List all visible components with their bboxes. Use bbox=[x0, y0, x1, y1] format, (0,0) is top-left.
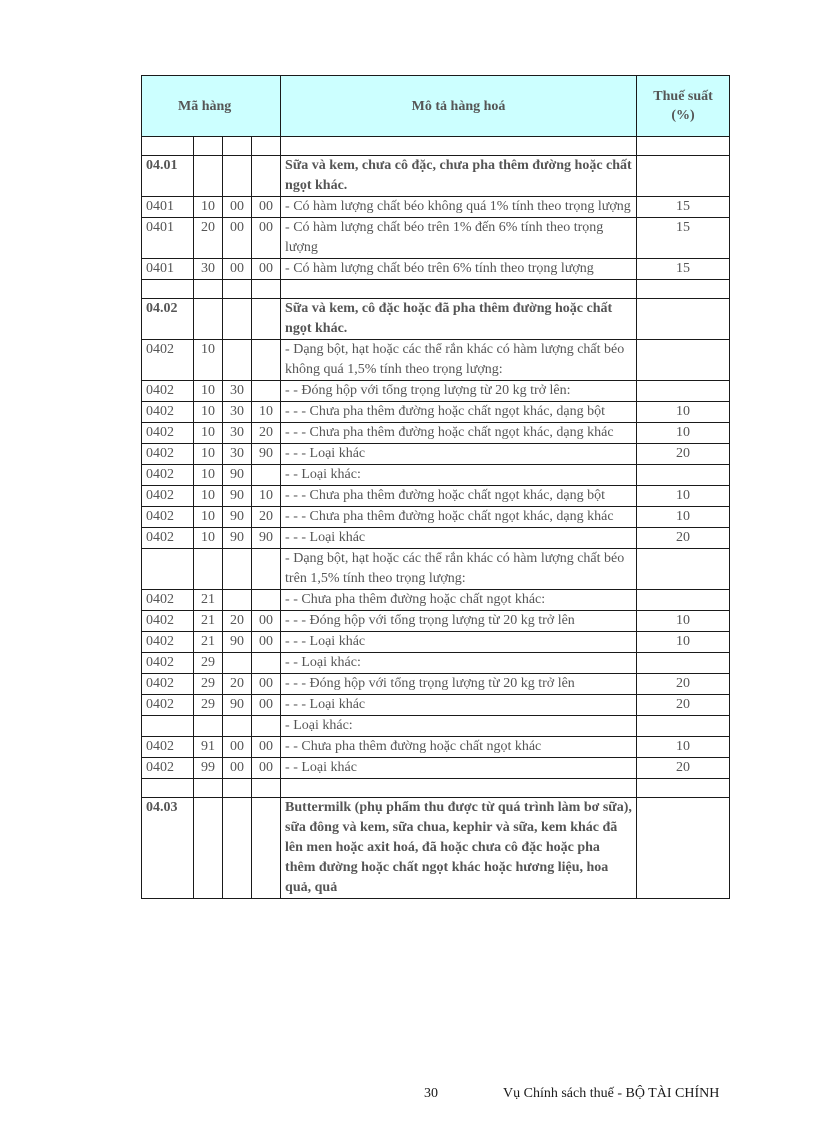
code-sub1-cell bbox=[194, 779, 223, 798]
code-sub3-cell: 10 bbox=[252, 486, 281, 507]
code-sub1-cell: 10 bbox=[194, 197, 223, 218]
description-cell: - - Chưa pha thêm đường hoặc chất ngọt khác bbox=[281, 737, 637, 758]
heading-row bbox=[142, 798, 730, 899]
tax-rate-cell bbox=[637, 299, 730, 340]
description-cell: - - - Loại khác bbox=[281, 444, 637, 465]
code-heading-cell bbox=[142, 137, 194, 156]
code-heading-cell: 0402 bbox=[142, 737, 194, 758]
code-heading-cell: 0402 bbox=[142, 611, 194, 632]
description-cell bbox=[281, 137, 637, 156]
code-sub3-cell bbox=[252, 549, 281, 590]
code-sub2-cell: 30 bbox=[223, 381, 252, 402]
table-row bbox=[142, 402, 730, 423]
code-sub3-cell bbox=[252, 156, 281, 197]
code-sub2-cell: 90 bbox=[223, 507, 252, 528]
code-sub3-cell bbox=[252, 280, 281, 299]
description-cell: - - Đóng hộp với tổng trọng lượng từ 20 kg trở lên: bbox=[281, 381, 637, 402]
tax-rate-cell bbox=[637, 156, 730, 197]
code-sub2-cell: 90 bbox=[223, 695, 252, 716]
tariff-table bbox=[141, 75, 730, 899]
description-cell: - Có hàm lượng chất béo trên 6% tính theo trọng lượng bbox=[281, 259, 637, 280]
code-sub1-cell: 29 bbox=[194, 653, 223, 674]
table-row bbox=[142, 197, 730, 218]
code-sub2-cell: 90 bbox=[223, 486, 252, 507]
header-rate-line2: (%) bbox=[671, 108, 695, 123]
code-sub2-cell: 30 bbox=[223, 402, 252, 423]
table-row bbox=[142, 611, 730, 632]
code-sub2-cell bbox=[223, 299, 252, 340]
code-sub3-cell bbox=[252, 340, 281, 381]
table-row bbox=[142, 486, 730, 507]
spacer-row bbox=[142, 280, 730, 299]
tax-rate-cell: 10 bbox=[637, 737, 730, 758]
table-row bbox=[142, 695, 730, 716]
tax-rate-cell bbox=[637, 137, 730, 156]
header-description: Mô tả hàng hoá bbox=[281, 76, 637, 137]
code-sub2-cell: 00 bbox=[223, 737, 252, 758]
code-sub3-cell: 00 bbox=[252, 758, 281, 779]
code-sub1-cell: 10 bbox=[194, 444, 223, 465]
code-heading-cell: 04.03 bbox=[142, 798, 194, 899]
tax-rate-cell: 10 bbox=[637, 402, 730, 423]
code-sub1-cell bbox=[194, 549, 223, 590]
code-sub3-cell: 00 bbox=[252, 197, 281, 218]
tax-rate-cell: 10 bbox=[637, 632, 730, 653]
code-sub2-cell: 20 bbox=[223, 674, 252, 695]
code-sub1-cell bbox=[194, 156, 223, 197]
code-sub1-cell bbox=[194, 716, 223, 737]
footer-source: Vụ Chính sách thuế - BỘ TÀI CHÍNH bbox=[503, 1086, 720, 1101]
code-sub1-cell: 21 bbox=[194, 632, 223, 653]
tax-rate-cell: 20 bbox=[637, 758, 730, 779]
code-sub2-cell bbox=[223, 590, 252, 611]
description-cell: - Có hàm lượng chất béo trên 1% đến 6% tính theo trọng lượng bbox=[281, 218, 637, 259]
code-heading-cell: 0402 bbox=[142, 340, 194, 381]
code-sub3-cell bbox=[252, 590, 281, 611]
table-row bbox=[142, 507, 730, 528]
code-sub1-cell: 10 bbox=[194, 507, 223, 528]
tax-rate-cell bbox=[637, 340, 730, 381]
code-sub3-cell bbox=[252, 779, 281, 798]
code-heading-cell bbox=[142, 549, 194, 590]
description-cell: - - - Loại khác bbox=[281, 528, 637, 549]
description-cell: - - Loại khác: bbox=[281, 465, 637, 486]
code-sub1-cell: 10 bbox=[194, 340, 223, 381]
description-cell: - - - Chưa pha thêm đường hoặc chất ngọt khác, dạng bột bbox=[281, 402, 637, 423]
code-heading-cell: 0402 bbox=[142, 381, 194, 402]
code-heading-cell: 0401 bbox=[142, 259, 194, 280]
code-sub1-cell: 10 bbox=[194, 402, 223, 423]
code-sub3-cell: 10 bbox=[252, 402, 281, 423]
code-sub1-cell: 99 bbox=[194, 758, 223, 779]
code-sub3-cell: 00 bbox=[252, 218, 281, 259]
table-row bbox=[142, 528, 730, 549]
table-body bbox=[142, 137, 730, 899]
table-row bbox=[142, 549, 730, 590]
code-sub3-cell bbox=[252, 465, 281, 486]
code-heading-cell: 0402 bbox=[142, 758, 194, 779]
heading-row bbox=[142, 156, 730, 197]
code-heading-cell: 0402 bbox=[142, 590, 194, 611]
tax-rate-cell: 10 bbox=[637, 507, 730, 528]
description-cell: - - - Chưa pha thêm đường hoặc chất ngọt khác, dạng khác bbox=[281, 423, 637, 444]
description-cell: - - - Loại khác bbox=[281, 632, 637, 653]
code-heading-cell: 0402 bbox=[142, 528, 194, 549]
code-sub1-cell: 10 bbox=[194, 465, 223, 486]
code-heading-cell: 0401 bbox=[142, 218, 194, 259]
table-row bbox=[142, 423, 730, 444]
code-sub1-cell: 10 bbox=[194, 528, 223, 549]
tax-rate-cell bbox=[637, 465, 730, 486]
code-sub3-cell bbox=[252, 653, 281, 674]
code-sub2-cell bbox=[223, 340, 252, 381]
code-sub2-cell bbox=[223, 779, 252, 798]
table-row bbox=[142, 716, 730, 737]
code-sub1-cell: 91 bbox=[194, 737, 223, 758]
code-sub2-cell: 00 bbox=[223, 259, 252, 280]
page-number: 30 bbox=[424, 1086, 438, 1101]
code-sub2-cell: 00 bbox=[223, 197, 252, 218]
tax-rate-cell bbox=[637, 798, 730, 899]
code-heading-cell bbox=[142, 280, 194, 299]
description-cell: - Dạng bột, hạt hoặc các thể rắn khác có hàm lượng chất béo trên 1,5% tính theo trọng lượng: bbox=[281, 549, 637, 590]
tax-rate-cell bbox=[637, 549, 730, 590]
header-rate bbox=[637, 76, 730, 137]
code-heading-cell: 0402 bbox=[142, 695, 194, 716]
code-heading-cell: 0402 bbox=[142, 507, 194, 528]
code-sub3-cell: 00 bbox=[252, 737, 281, 758]
code-sub3-cell: 20 bbox=[252, 423, 281, 444]
table-row bbox=[142, 632, 730, 653]
code-sub2-cell bbox=[223, 549, 252, 590]
code-sub3-cell bbox=[252, 798, 281, 899]
tax-rate-cell bbox=[637, 779, 730, 798]
code-heading-cell bbox=[142, 716, 194, 737]
code-sub1-cell: 10 bbox=[194, 381, 223, 402]
code-sub3-cell: 00 bbox=[252, 695, 281, 716]
description-cell: - Dạng bột, hạt hoặc các thể rắn khác có hàm lượng chất béo không quá 1,5% tính theo trọng lượng: bbox=[281, 340, 637, 381]
description-cell: - Loại khác: bbox=[281, 716, 637, 737]
code-heading-cell: 0402 bbox=[142, 444, 194, 465]
heading-row bbox=[142, 299, 730, 340]
code-heading-cell: 0402 bbox=[142, 653, 194, 674]
code-sub2-cell: 00 bbox=[223, 758, 252, 779]
description-cell: Sữa và kem, cô đặc hoặc đã pha thêm đường hoặc chất ngọt khác. bbox=[281, 299, 637, 340]
page-footer bbox=[0, 1086, 816, 1106]
spacer-row bbox=[142, 137, 730, 156]
table-row bbox=[142, 465, 730, 486]
code-sub2-cell: 00 bbox=[223, 218, 252, 259]
tax-rate-cell: 10 bbox=[637, 611, 730, 632]
code-sub2-cell: 20 bbox=[223, 611, 252, 632]
code-sub1-cell bbox=[194, 137, 223, 156]
tax-rate-cell bbox=[637, 381, 730, 402]
code-sub1-cell bbox=[194, 299, 223, 340]
code-sub3-cell bbox=[252, 137, 281, 156]
table-row bbox=[142, 758, 730, 779]
tax-rate-cell: 20 bbox=[637, 528, 730, 549]
code-sub2-cell bbox=[223, 798, 252, 899]
description-cell: - - Loại khác bbox=[281, 758, 637, 779]
code-sub1-cell bbox=[194, 798, 223, 899]
table-row bbox=[142, 590, 730, 611]
code-sub2-cell bbox=[223, 137, 252, 156]
code-sub1-cell: 29 bbox=[194, 695, 223, 716]
description-cell: - - - Chưa pha thêm đường hoặc chất ngọt khác, dạng bột bbox=[281, 486, 637, 507]
code-sub1-cell: 21 bbox=[194, 611, 223, 632]
code-sub1-cell: 10 bbox=[194, 486, 223, 507]
description-cell: - - - Đóng hộp với tổng trọng lượng từ 20 kg trở lên bbox=[281, 674, 637, 695]
tax-rate-cell: 20 bbox=[637, 695, 730, 716]
description-cell: Buttermilk (phụ phẩm thu được từ quá trình làm bơ sữa), sữa đông và kem, sữa chua, kephir và sữa, kem khác đã lên men hoặc axit hoá, đã hoặc chưa cô đặc hoặc pha thêm đường hoặc chất ngọt khác hoặc hương liệu, hoa quả, quả bbox=[281, 798, 637, 899]
description-cell: - - - Đóng hộp với tổng trọng lượng từ 20 kg trở lên bbox=[281, 611, 637, 632]
code-sub3-cell: 00 bbox=[252, 259, 281, 280]
code-sub1-cell: 10 bbox=[194, 423, 223, 444]
table-row bbox=[142, 674, 730, 695]
table-row bbox=[142, 653, 730, 674]
code-sub3-cell bbox=[252, 716, 281, 737]
code-sub3-cell bbox=[252, 299, 281, 340]
table-row bbox=[142, 340, 730, 381]
code-heading-cell: 0402 bbox=[142, 674, 194, 695]
code-heading-cell: 04.02 bbox=[142, 299, 194, 340]
code-heading-cell: 0402 bbox=[142, 486, 194, 507]
code-sub2-cell bbox=[223, 280, 252, 299]
code-sub3-cell: 90 bbox=[252, 444, 281, 465]
code-heading-cell bbox=[142, 779, 194, 798]
table-header-row bbox=[142, 76, 730, 137]
code-sub3-cell: 00 bbox=[252, 632, 281, 653]
tax-rate-cell: 15 bbox=[637, 197, 730, 218]
table-row bbox=[142, 381, 730, 402]
tax-rate-cell: 15 bbox=[637, 218, 730, 259]
table-row bbox=[142, 218, 730, 259]
tax-rate-cell: 15 bbox=[637, 259, 730, 280]
description-cell: - - Loại khác: bbox=[281, 653, 637, 674]
table-row bbox=[142, 737, 730, 758]
tax-rate-cell: 20 bbox=[637, 444, 730, 465]
description-cell: - - - Chưa pha thêm đường hoặc chất ngọt khác, dạng khác bbox=[281, 507, 637, 528]
code-sub1-cell: 30 bbox=[194, 259, 223, 280]
code-heading-cell: 0402 bbox=[142, 632, 194, 653]
spacer-row bbox=[142, 779, 730, 798]
code-heading-cell: 04.01 bbox=[142, 156, 194, 197]
code-sub2-cell bbox=[223, 716, 252, 737]
code-sub2-cell bbox=[223, 156, 252, 197]
code-sub2-cell: 90 bbox=[223, 632, 252, 653]
tax-rate-cell: 20 bbox=[637, 674, 730, 695]
code-sub1-cell: 20 bbox=[194, 218, 223, 259]
code-sub2-cell: 90 bbox=[223, 528, 252, 549]
code-sub2-cell: 30 bbox=[223, 444, 252, 465]
code-heading-cell: 0402 bbox=[142, 465, 194, 486]
code-sub3-cell: 00 bbox=[252, 674, 281, 695]
code-sub3-cell: 90 bbox=[252, 528, 281, 549]
description-cell: - - - Loại khác bbox=[281, 695, 637, 716]
description-cell: Sữa và kem, chưa cô đặc, chưa pha thêm đường hoặc chất ngọt khác. bbox=[281, 156, 637, 197]
header-code: Mã hàng bbox=[142, 76, 281, 137]
code-heading-cell: 0401 bbox=[142, 197, 194, 218]
description-cell bbox=[281, 280, 637, 299]
tax-rate-cell: 10 bbox=[637, 423, 730, 444]
code-sub1-cell: 29 bbox=[194, 674, 223, 695]
code-heading-cell: 0402 bbox=[142, 402, 194, 423]
code-sub2-cell bbox=[223, 653, 252, 674]
header-rate-line1: Thuế suất bbox=[653, 89, 713, 104]
code-heading-cell: 0402 bbox=[142, 423, 194, 444]
table-row bbox=[142, 259, 730, 280]
tax-rate-cell bbox=[637, 590, 730, 611]
tax-rate-cell bbox=[637, 653, 730, 674]
code-sub2-cell: 90 bbox=[223, 465, 252, 486]
table-row bbox=[142, 444, 730, 465]
code-sub1-cell bbox=[194, 280, 223, 299]
code-sub3-cell: 00 bbox=[252, 611, 281, 632]
description-cell bbox=[281, 779, 637, 798]
code-sub3-cell: 20 bbox=[252, 507, 281, 528]
tax-rate-cell bbox=[637, 280, 730, 299]
code-sub3-cell bbox=[252, 381, 281, 402]
tax-rate-cell bbox=[637, 716, 730, 737]
description-cell: - - Chưa pha thêm đường hoặc chất ngọt khác: bbox=[281, 590, 637, 611]
tax-rate-cell: 10 bbox=[637, 486, 730, 507]
code-sub1-cell: 21 bbox=[194, 590, 223, 611]
code-sub2-cell: 30 bbox=[223, 423, 252, 444]
description-cell: - Có hàm lượng chất béo không quá 1% tính theo trọng lượng bbox=[281, 197, 637, 218]
